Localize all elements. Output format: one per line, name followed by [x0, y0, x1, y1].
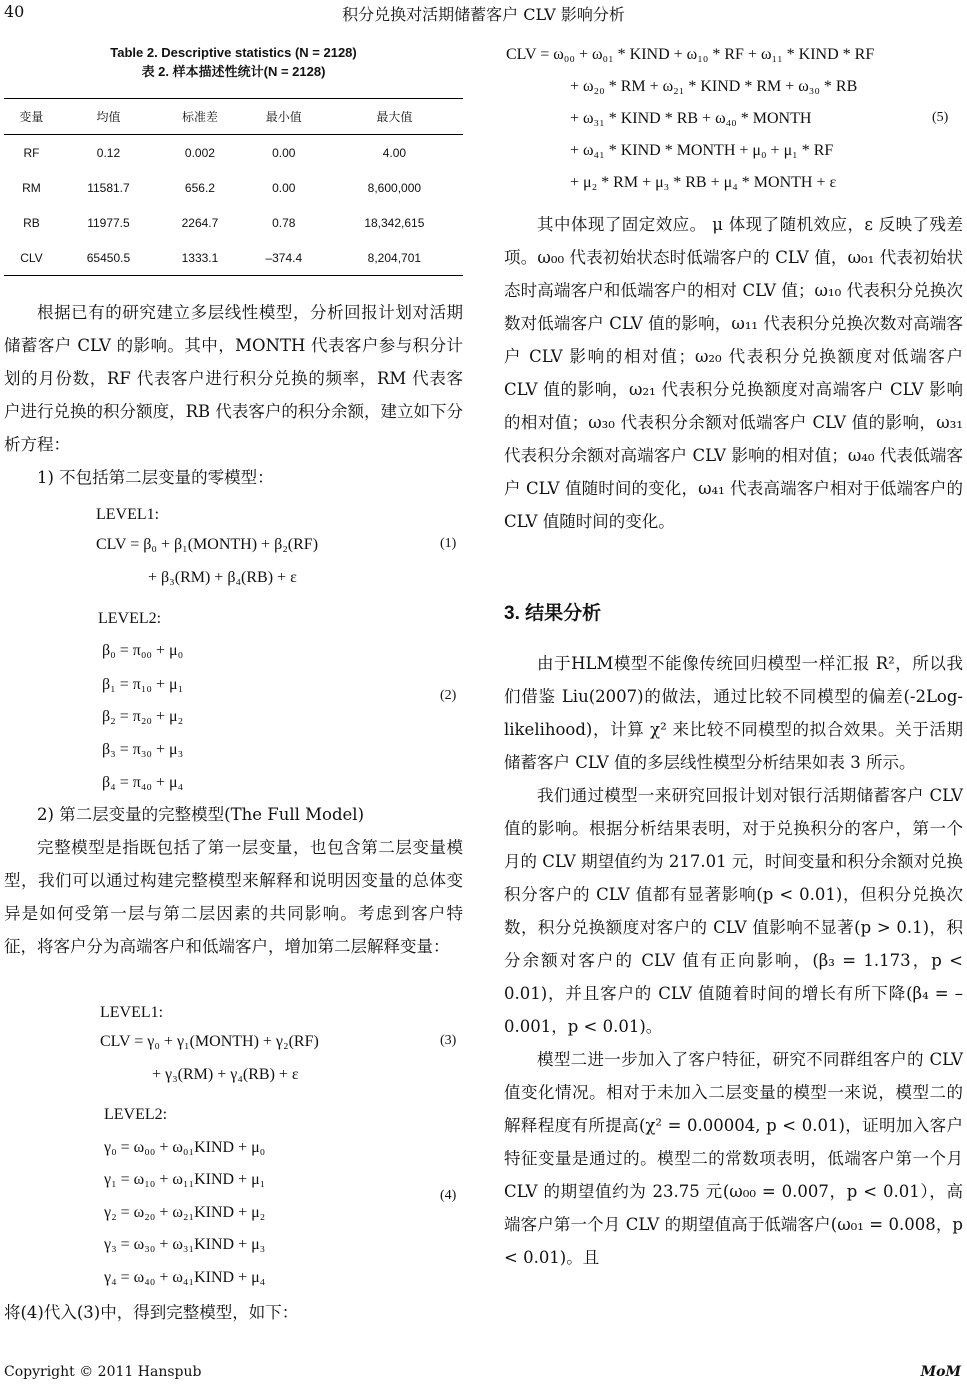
paragraph-coefficients: 其中体现了固定效应。 μ 体现了随机效应，ε 反映了残差项。ω₀₀ 代表初始状态时低端客户的 CLV 值，ω₀₁ 代表初始状态时高端客户和低端客户的相对 CLV 值；ω₁₀ 代表积分兑换次数对低端客户 CLV 值的影响，ω₁₁ 代表积分兑换次数对高端客户 CLV 影响的相对值；ω₂₀ 代表积分兑换额度对低端客户 CLV 值的影响，ω₂₁ 代表积分兑换额度对高端客户 CLV 影响的相对值；ω₃₀ 代表积分余额对低端客户 CLV 值的影响，ω₃₁ 代表积分余额对高端客户 CLV 影响的相对值；ω₄₀ 代表低端客户 CLV 值随时间的变化，ω₄₁ 代表高端客户相对于低端客户的 CLV 值随时间的变化。 [504, 215, 963, 531]
descriptive-statistics-table [4, 98, 463, 276]
right-column-results [504, 647, 963, 1274]
equation-5-line: + μ₂ * RM + μ₃ * RB + μ₄ * MONTH + ε [570, 174, 837, 191]
equation-2-line: β₂ = π₂₀ + μ₂ [102, 708, 184, 725]
table-cell: 65450.5 [86, 250, 131, 265]
table-cell: 656.2 [184, 180, 215, 195]
equation-4-line: γ₂ = ω₂₀ + ω₂₁KIND + μ₂ [104, 1204, 266, 1221]
equation-5-line: + ω₃₁ * KIND * RB + ω₄₀ * MONTH [570, 110, 812, 127]
table-row [4, 240, 463, 276]
table-cell: 11581.7 [87, 180, 130, 195]
table-cell: CLV [20, 250, 43, 265]
column-header: 变量 [19, 110, 44, 124]
level2-label-a: LEVEL2: [98, 610, 162, 627]
table-cell: RM [22, 180, 41, 195]
table-cell: 1333.1 [181, 250, 219, 265]
equation-5-line: + ω₄₁ * KIND * MONTH + μ₀ + μ₁ * RF [570, 142, 834, 159]
left-column-lower [4, 798, 463, 963]
equation-1-line-2: + β₃(RM) + β₄(RB) + ε [148, 569, 297, 586]
paragraph-full-model: 完整模型是指既包括了第一层变量，也包含第二层变量模型，我们可以通过构建完整模型来解释和说明因变量的总体变异是如何受第一层与第二层因素的共同影响。考虑到客户特征，将客户分为高端客户和低端客户，增加第二层解释变量： [4, 838, 463, 956]
level1-label-b: LEVEL1: [100, 1004, 164, 1021]
table-row [4, 205, 463, 240]
right-column [504, 208, 963, 538]
equation-2-line: β₄ = π₄₀ + μ₄ [102, 774, 184, 791]
list-item-full-model: 2) 第二层变量的完整模型(The Full Model) [37, 805, 365, 824]
column-header: 最大值 [376, 110, 413, 124]
left-column [4, 296, 463, 494]
equation-5-line: CLV = ω₀₀ + ω₀₁ * KIND + ω₁₀ * RF + ω₁₁ * KIND * RF [506, 46, 875, 63]
table-cell: 18,342,615 [364, 215, 425, 230]
table-cell: 8,204,701 [367, 250, 422, 265]
page-number: 40 [4, 2, 25, 21]
paragraph-model-intro: 根据已有的研究建立多层线性模型，分析回报计划对活期储蓄客户 CLV 的影响。其中，MONTH 代表客户参与积分计划的月份数，RF 代表客户进行积分兑换的频率，RM 代表客户进行兑换的积分额度，RB 代表客户的积分余额，建立如下分析方程： [4, 303, 463, 454]
equation-2-line: β₃ = π₃₀ + μ₃ [102, 741, 184, 758]
paragraph-model-two: 模型二进一步加入了客户特征，研究不同群组客户的 CLV 值变化情况。相对于未加入二层变量的模型一来说，模型二的解释程度有所提高(χ² = 0.00004, p < 0.01)，证明加入客户特征变量是通过的。模型二的常数项表明，低端客户第一个月 CLV 的期望值约为 23.75 元(ω₀₀ = 0.007，p < 0.01），高端客户第一个月 CLV 的期望值高于低端客户(ω₀₁ = 0.008，p < 0.01)。且 [504, 1050, 963, 1267]
column-header: 最小值 [265, 110, 302, 124]
table-cell: 0.00 [272, 180, 296, 195]
section-heading: 3. 结果分析 [504, 603, 602, 624]
equation-3-line-2: + γ₃(RM) + γ₄(RB) + ε [152, 1066, 299, 1083]
table-cell: 0.002 [184, 145, 215, 160]
copyright: Copyright © 2011 Hanspub [4, 1364, 202, 1380]
equation-2-line: β₀ = π₀₀ + μ₀ [102, 642, 184, 659]
table-cell: RF [23, 145, 40, 160]
list-item-null-model: 1) 不包括第二层变量的零模型： [37, 468, 274, 487]
equation-4-line: γ₁ = ω₁₀ + ω₁₁KIND + μ₁ [104, 1171, 266, 1188]
journal-name: MoM [920, 1364, 961, 1380]
table-caption-cn: 表 2. 样本描述性统计(N = 2128) [141, 64, 326, 79]
equation-4-line: γ₄ = ω₄₀ + ω₄₁KIND + μ₄ [104, 1269, 266, 1286]
paragraph-model-one: 我们通过模型一来研究回报计划对银行活期储蓄客户 CLV 值的影响。根据分析结果表明，对于兑换积分的客户，第一个月的 CLV 期望值约为 217.01 元，时间变量和积分余额对兑换积分客户的 CLV 值都有显著影响(p < 0.01)，但积分兑换次数，积分兑换额度对客户的 CLV 值影响不显著(p > 0.1)，积分余额对客户的 CLV 值有正向影响，(β₃ = 1.173，p < 0.01)，并且客户的 CLV 值随着时间的增长有所下降(β₄ = –0.001，p < 0.01)。 [504, 786, 963, 1036]
equation-3-number: (3) [440, 1033, 457, 1048]
table-header-row [4, 99, 463, 135]
table-cell: 11977.5 [87, 215, 130, 230]
paragraph-substitute: 将(4)代入(3)中，得到完整模型，如下： [4, 1303, 299, 1322]
table-cell: 0.00 [272, 145, 296, 160]
table-cell: 0.12 [96, 145, 121, 160]
level2-label-b: LEVEL2: [104, 1106, 168, 1123]
column-header: 标准差 [181, 110, 218, 124]
running-title: 积分兑换对活期储蓄客户 CLV 影响分析 [342, 5, 625, 24]
table-cell: –374.4 [265, 250, 303, 265]
table-cell: 0.78 [272, 215, 296, 230]
table-cell: 2264.7 [181, 215, 219, 230]
left-column-end [4, 1296, 463, 1329]
table-row [4, 135, 463, 171]
paragraph-results-intro: 由于HLM模型不能像传统回归模型一样汇报 R²，所以我们借鉴 Liu(2007)的做法，通过比较不同模型的偏差(-2Log-likelihood)，计算 χ² 来比较不同模型的拟合效果。关于活期储蓄客户 CLV 值的多层线性模型分析结果如表 3 所示。 [504, 654, 963, 772]
table-cell: RB [23, 215, 40, 230]
equation-1-line-1: CLV = β₀ + β₁(MONTH) + β₂(RF) [96, 536, 319, 553]
column-header: 均值 [96, 110, 121, 124]
equation-3-line-1: CLV = γ₀ + γ₁(MONTH) + γ₂(RF) [100, 1033, 319, 1050]
table-cell: 8,600,000 [367, 180, 422, 195]
equation-5-line: + ω₂₀ * RM + ω₂₁ * KIND * RM + ω₃₀ * RB [570, 78, 858, 95]
table-caption-en: Table 2. Descriptive statistics (N = 2128) [110, 45, 357, 60]
equation-1-number: (1) [440, 536, 457, 551]
equation-2-line: β₁ = π₁₀ + μ₁ [102, 676, 184, 693]
table-cell: 4.00 [382, 145, 407, 160]
equation-2-number: (2) [440, 688, 457, 703]
equation-4-number: (4) [440, 1188, 457, 1203]
equation-4-line: γ₃ = ω₃₀ + ω₃₁KIND + μ₃ [104, 1236, 266, 1253]
table-row [4, 170, 463, 205]
level1-label-a: LEVEL1: [96, 506, 160, 523]
equation-5-number: (5) [932, 110, 949, 125]
equation-4-line: γ₀ = ω₀₀ + ω₀₁KIND + μ₀ [104, 1139, 266, 1156]
